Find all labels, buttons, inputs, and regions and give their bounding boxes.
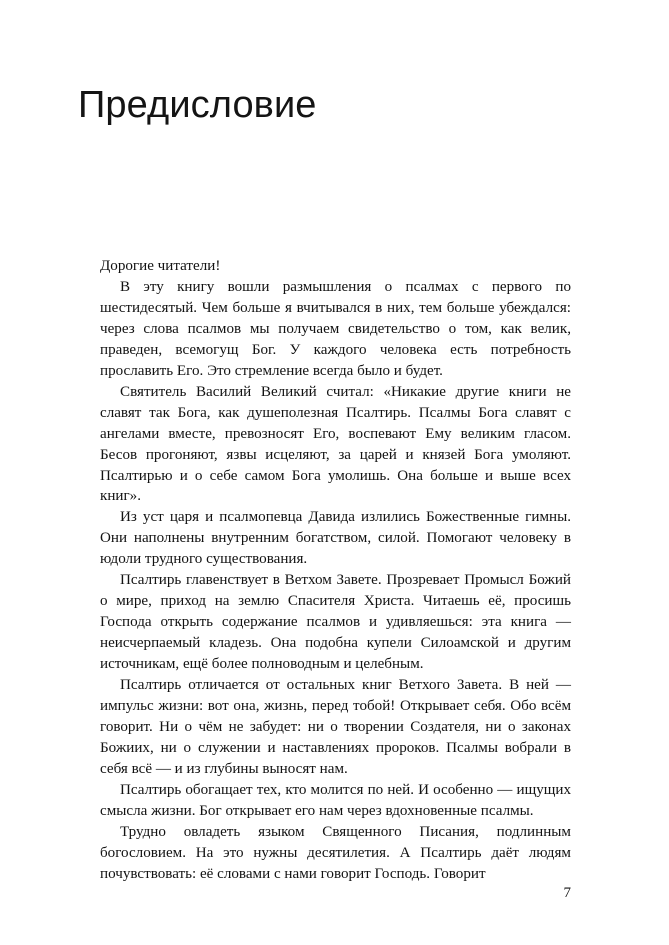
- paragraph-para-2: Святитель Василий Великий считал: «Никакие другие книги не славят так Бога, как душеполезная Псалтирь. Псалмы Бога славят с ангелами вместе, превозносят Его, воспевают Ему великим гласом. Бесов прогоняют, язвы исцеляют, за царей и князей Бога умоляют. Псалтирью и о себе самом Бога умолишь. Она больше и выше всех книг».: [100, 383, 571, 505]
- page-number: 7: [563, 885, 571, 901]
- paragraph-para-6: Псалтирь обогащает тех, кто молится по ней. И особенно — ищущих смысла жизни. Бог открывает его нам через вдохновенные псалмы.: [100, 781, 571, 819]
- paragraph-para-5: Псалтирь отличается от остальных книг Ветхого Завета. В ней — импульс жизни: вот она, жизнь, перед тобой! Открывает себя. Обо всём говорит. Ни о чём не забудет: ни о творении Создателя, ни о законах Божиих, ни о служении и наставлениях пророков. Псалмы вобрали в себя всё — и из глубины выносят нам.: [100, 677, 571, 777]
- paragraph-para-3: Из уст царя и псалмопевца Давида излились Божественные гимны. Они наполнены внутренним богатством, силой. Помогают человеку в юдоли трудного существования.: [100, 509, 571, 568]
- paragraph-greeting: Дорогие читатели!: [100, 258, 221, 274]
- page-title: Предисловие: [78, 84, 317, 127]
- paragraph-para-4: Псалтирь главенствует в Ветхом Завете. Прозревает Промысл Божий о мире, приход на землю Спасителя Христа. Читаешь её, просишь Господа открыть содержание псалмов и удивляешься: эта книга — неисчерпаемый кладезь. Она подобна купели Силоамской и другим источникам, ещё более полноводным и целебным.: [100, 572, 571, 673]
- paragraph-para-7: Трудно овладеть языком Священного Писания, подлинным богословием. На это нужны десятилетия. А Псалтирь даёт людям почувствовать: её словами с нами говорит Господь. Говорит: [100, 823, 571, 882]
- body-text-block: [100, 256, 571, 885]
- paragraph-para-1: В эту книгу вошли размышления о псалмах с первого по шестидесятый. Чем больше я вчитывался в них, тем больше убеждался: через слова псалмов мы получаем свидетельство о том, как велик, праведен, всемогущ Бог. У каждого человека есть потребность прославить Его. Это стремление всегда было и будет.: [100, 278, 571, 379]
